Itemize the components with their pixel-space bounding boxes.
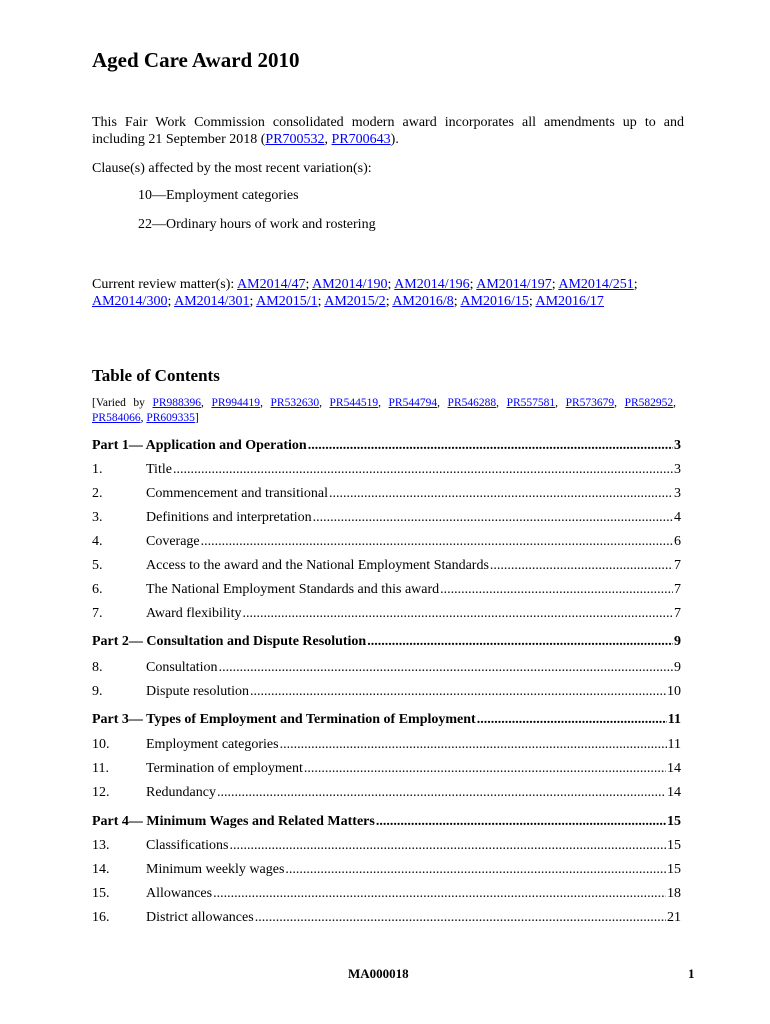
toc-leader-dots [477, 712, 667, 728]
toc-entry[interactable] [92, 462, 681, 478]
review-matters: Current review matter(s): AM2014/47; AM2014/190; AM2014/196; AM2014/197; AM2014/251; AM2014/300; AM2014/301; AM2015/1; AM2015/2; AM2016/8; AM2016/15; AM2016/17 [92, 277, 638, 309]
toc-title: Table of Contents [92, 366, 220, 385]
intro-paragraph: This Fair Work Commission consolidated modern award incorporates all amendments up to and including 21 September 2018 (PR700532, PR700643). [92, 115, 684, 147]
toc-entry-page: 18 [667, 886, 681, 901]
toc-entry-page: 3 [674, 438, 681, 453]
toc-entry-number: 12. [92, 785, 110, 800]
toc-entry-page: 10 [667, 684, 681, 699]
toc-leader-dots [219, 660, 673, 676]
toc-entry-label: Award flexibility [146, 606, 242, 621]
toc-entry-label: Consultation [146, 660, 218, 675]
toc-entry-page: 21 [667, 910, 681, 925]
toc-entry[interactable] [92, 910, 681, 926]
toc-entry[interactable] [92, 862, 681, 878]
toc-entry-page: 11 [667, 712, 681, 727]
toc-entry-number: 7. [92, 606, 103, 621]
varied-by-link[interactable]: PR609335 [146, 412, 195, 424]
toc-entry-number: 13. [92, 838, 110, 853]
toc-leader-dots [217, 785, 666, 801]
toc-entry-label: Classifications [146, 838, 229, 853]
toc-part-entry[interactable] [92, 438, 681, 454]
toc-entry[interactable] [92, 558, 681, 574]
toc-entry-label: Minimum weekly wages [146, 862, 285, 877]
review-matter-link[interactable]: AM2014/251 [558, 277, 634, 292]
toc-entry-label: Termination of employment [146, 761, 303, 776]
varied-by-link[interactable]: PR544794 [388, 397, 438, 409]
toc-entry-page: 7 [674, 582, 681, 597]
toc-entry-page: 7 [674, 558, 681, 573]
toc-entry-page: 9 [674, 660, 681, 675]
varied-by-link[interactable]: PR557581 [506, 397, 556, 409]
toc-entry-label: Commencement and transitional [146, 486, 328, 501]
toc-entry-label: Employment categories [146, 737, 279, 752]
toc-entry[interactable] [92, 660, 681, 676]
toc-entry-number: 5. [92, 558, 103, 573]
toc-leader-dots [285, 862, 666, 878]
toc-entry-label: Coverage [146, 534, 200, 549]
toc-part-entry[interactable] [92, 634, 681, 650]
toc-leader-dots [173, 462, 673, 478]
toc-entry[interactable] [92, 684, 681, 700]
toc-leader-dots [304, 761, 666, 777]
review-label: Current review matter(s): [92, 277, 238, 292]
toc-entry-number: 11. [92, 761, 109, 776]
intro-link[interactable]: PR700643 [331, 132, 391, 147]
toc-leader-dots [440, 582, 673, 598]
toc-entry-page: 11 [667, 737, 681, 752]
toc-entry-page: 15 [667, 862, 681, 877]
varied-by-line: [Varied by PR988396, PR994419, PR532630, PR544519, PR544794, PR546288, PR557581, PR573679, PR582952, PR584066, PR609335] [92, 397, 677, 424]
review-matter-link[interactable]: AM2014/190 [312, 277, 388, 292]
toc-entry-page: 4 [674, 510, 681, 525]
toc-leader-dots [490, 558, 673, 574]
clause-item: 22—Ordinary hours of work and rostering [138, 217, 376, 232]
toc-leader-dots [229, 838, 666, 854]
clauses-heading: Clause(s) affected by the most recent variation(s): [92, 161, 372, 176]
toc-entry[interactable] [92, 785, 681, 801]
toc-entry-number: 14. [92, 862, 110, 877]
toc-entry-page: 9 [674, 634, 681, 649]
toc-entry-number: 8. [92, 660, 103, 675]
toc-entry-number: 2. [92, 486, 103, 501]
toc-entry-number: 4. [92, 534, 103, 549]
intro-link[interactable]: PR700532 [265, 132, 325, 147]
review-matter-link[interactable]: AM2015/1 [256, 294, 318, 309]
varied-by-link[interactable]: PR994419 [211, 397, 261, 409]
toc-leader-dots [201, 534, 673, 550]
toc-entry-page: 14 [667, 761, 681, 776]
toc-part-entry[interactable] [92, 712, 681, 728]
toc-entry[interactable] [92, 534, 681, 550]
review-matter-link[interactable]: AM2016/17 [535, 294, 604, 309]
toc-entry-number: 1. [92, 462, 103, 477]
toc-entry-label: District allowances [146, 910, 254, 925]
toc-entry[interactable] [92, 486, 681, 502]
toc-entry-page: 3 [674, 462, 681, 477]
toc-entry-number: 16. [92, 910, 110, 925]
toc-leader-dots [243, 606, 673, 622]
toc-leader-dots [329, 486, 673, 502]
varied-label: [Varied by [92, 397, 153, 409]
review-matter-link[interactable]: AM2014/196 [394, 277, 470, 292]
toc-leader-dots [308, 438, 673, 454]
toc-entry-label: Part 1— Application and Operation [92, 438, 307, 453]
toc-entry-label: Dispute resolution [146, 684, 250, 699]
toc-entry-page: 15 [667, 814, 681, 829]
footer-doc-id: MA000018 [348, 966, 409, 981]
varied-by-link[interactable]: PR546288 [447, 397, 497, 409]
page-title: Aged Care Award 2010 [92, 48, 300, 72]
toc-entry-page: 6 [674, 534, 681, 549]
toc-leader-dots [313, 510, 673, 526]
toc-entry-page: 14 [667, 785, 681, 800]
toc-leader-dots [250, 684, 666, 700]
review-matter-link[interactable]: AM2015/2 [324, 294, 386, 309]
toc-leader-dots [376, 814, 666, 830]
review-matter-link[interactable]: AM2014/47 [237, 277, 306, 292]
toc-entry[interactable] [92, 510, 681, 526]
toc-entry-number: 10. [92, 737, 110, 752]
toc-entry-label: Definitions and interpretation [146, 510, 312, 525]
toc-leader-dots [213, 886, 666, 902]
intro-text: This Fair Work Commission consolidated modern award incorporates all amendments up to and including 21 September 2018 ( [92, 115, 684, 147]
toc-entry-label: Part 3— Types of Employment and Termination of Employment [92, 712, 476, 727]
toc-entry-label: Title [146, 462, 172, 477]
toc-entry-label: Allowances [146, 886, 213, 901]
toc-leader-dots [367, 634, 673, 650]
varied-by-link[interactable]: PR582952 [624, 397, 674, 409]
varied-by-link[interactable]: PR544519 [329, 397, 379, 409]
varied-by-link[interactable]: PR573679 [565, 397, 615, 409]
toc-leader-dots [280, 737, 667, 753]
review-matter-link[interactable]: AM2014/300 [92, 294, 168, 309]
toc-entry[interactable] [92, 606, 681, 622]
varied-by-link[interactable]: PR988396 [152, 397, 202, 409]
toc-entry-page: 7 [674, 606, 681, 621]
toc-part-entry[interactable] [92, 814, 681, 830]
review-matter-link[interactable]: AM2014/301 [174, 294, 250, 309]
footer-page-number: 1 [688, 966, 695, 981]
toc-entry-number: 3. [92, 510, 103, 525]
toc-entry-label: Part 2— Consultation and Dispute Resolution [92, 634, 367, 649]
toc-leader-dots [255, 910, 666, 926]
review-matter-link[interactable]: AM2016/8 [392, 294, 454, 309]
toc-entry-number: 15. [92, 886, 110, 901]
toc-entry[interactable] [92, 886, 681, 902]
toc-entry[interactable] [92, 838, 681, 854]
toc-entry[interactable] [92, 737, 681, 753]
toc-entry[interactable] [92, 761, 681, 777]
toc-entry-page: 3 [674, 486, 681, 501]
toc-entry-label: Redundancy [146, 785, 216, 800]
review-matter-link[interactable]: AM2016/15 [460, 294, 529, 309]
toc-entry[interactable] [92, 582, 681, 598]
toc-entry-number: 9. [92, 684, 103, 699]
varied-by-link[interactable]: PR584066 [92, 412, 141, 424]
toc-entry-label: The National Employment Standards and this award [146, 582, 440, 597]
toc-entry-label: Access to the award and the National Employment Standards [146, 558, 489, 573]
toc-entry-page: 15 [667, 838, 681, 853]
toc-entry-label: Part 4— Minimum Wages and Related Matters [92, 814, 375, 829]
review-matter-link[interactable]: AM2014/197 [476, 277, 552, 292]
clause-item: 10—Employment categories [138, 188, 299, 203]
varied-by-link[interactable]: PR532630 [270, 397, 320, 409]
toc-entry-number: 6. [92, 582, 103, 597]
